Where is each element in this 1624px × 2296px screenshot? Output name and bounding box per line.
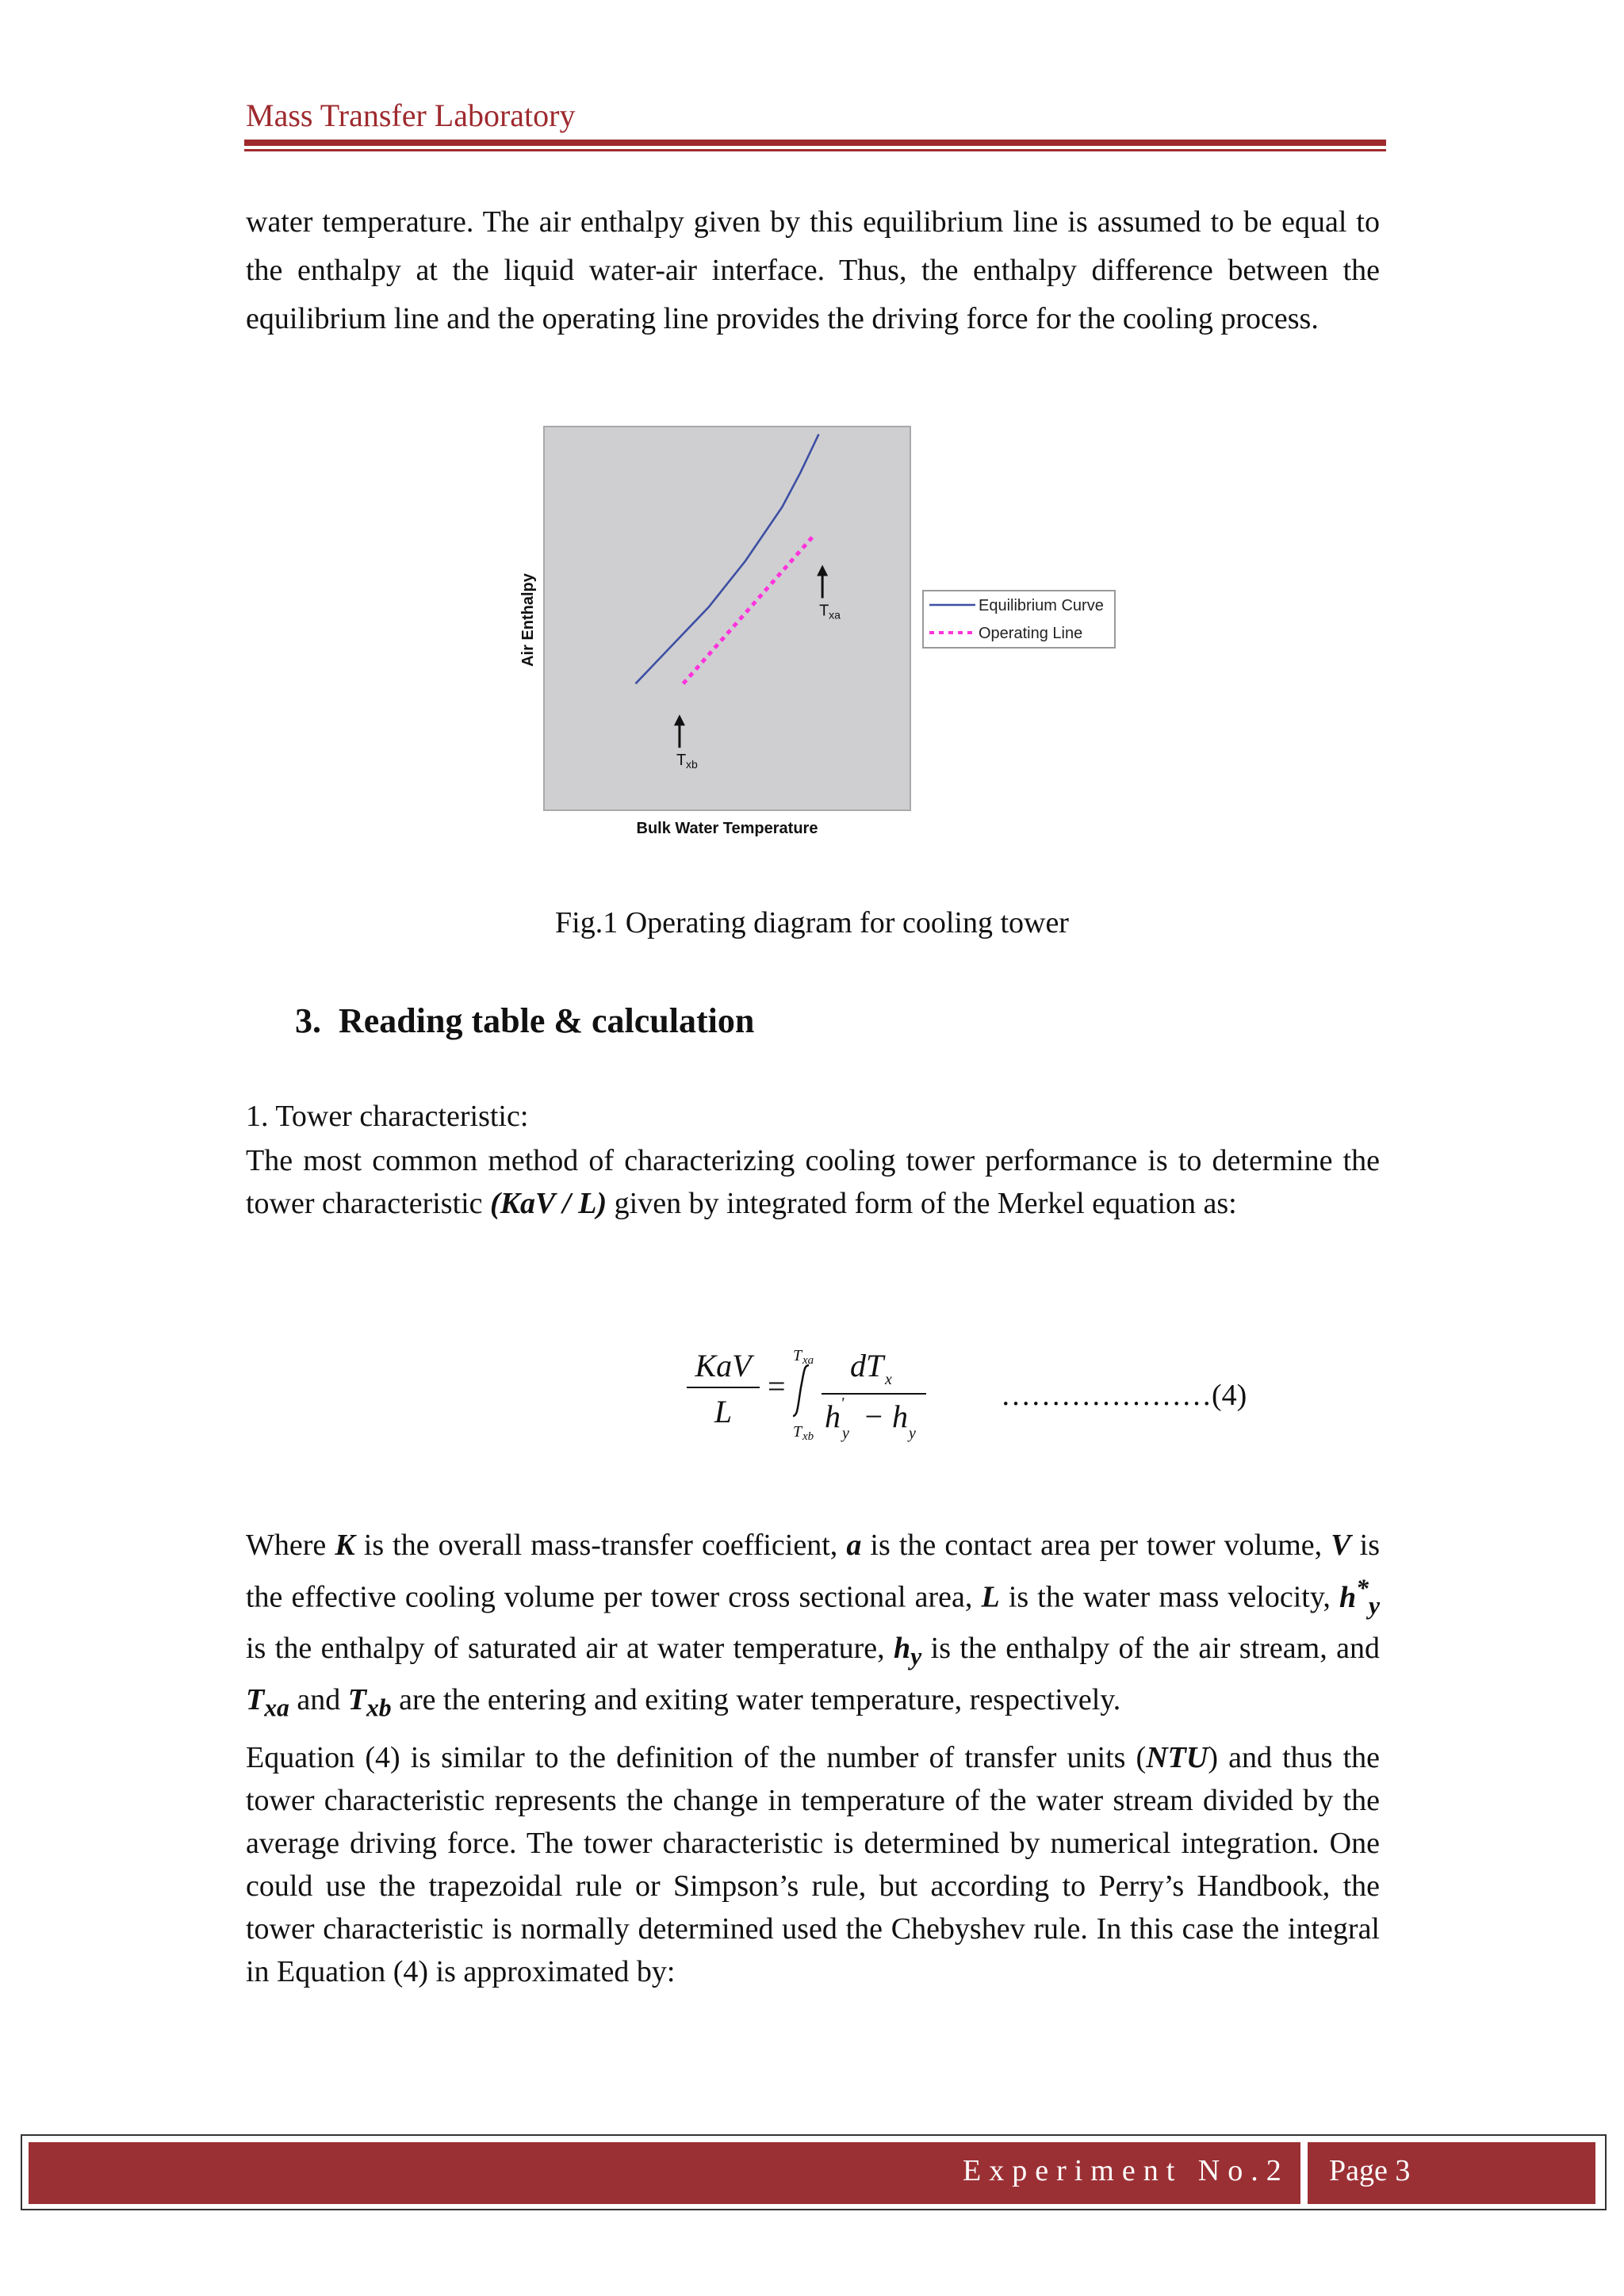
var-hy-sub: y — [910, 1642, 922, 1670]
merkel-equation — [674, 1340, 936, 1451]
eq-lhs-numerator: KaV — [695, 1348, 752, 1383]
where-text-9: are the entering and exiting water temperature, respectively. — [391, 1682, 1121, 1716]
txb-label-sub: xb — [685, 758, 698, 771]
section-heading — [295, 1001, 754, 1041]
var-v: V — [1331, 1529, 1351, 1562]
header-rule — [244, 140, 1386, 146]
where-text-1: Where — [246, 1529, 335, 1562]
where-text-4: is the effective cooling volume per tower cross sectional area, — [246, 1529, 1380, 1614]
characteristic-text-2: given by integrated form of the Merkel equation as: — [607, 1187, 1237, 1220]
eq-rhs-minus-h: − h — [863, 1399, 908, 1434]
y-axis-label: Air Enthalpy — [519, 573, 537, 667]
txa-label-sub: xa — [829, 608, 841, 622]
operating-diagram-chart — [476, 412, 1126, 856]
eq-rhs-h-star-sup: ' — [841, 1395, 845, 1412]
integral-sign — [793, 1365, 809, 1416]
var-h-star: h — [1339, 1580, 1357, 1614]
eq-lower-limit-sub: xb — [802, 1430, 814, 1443]
var-txb: T — [347, 1682, 366, 1716]
var-l: L — [981, 1580, 1000, 1614]
var-txa-sub: xa — [264, 1693, 289, 1722]
eq-rhs-numerator-sub: x — [885, 1371, 892, 1388]
intro-paragraph: water temperature. The air enthalpy given by this equilibrium line is assumed to be equal to the enthalpy at the liquid water-air interface. Thus, the enthalpy difference between the equilibrium line and the operating line provides the driving force for the cooling process. — [246, 205, 1380, 335]
eq-upper-limit: T — [793, 1347, 802, 1364]
header-rule-thin — [244, 149, 1386, 151]
where-text-6: is the enthalpy of saturated air at water temperature, — [246, 1632, 894, 1666]
txa-label: T — [819, 602, 829, 620]
where-text-5: is the water mass velocity, — [999, 1580, 1339, 1614]
running-header: Mass Transfer Laboratory — [246, 98, 576, 133]
equation-number: …………………(4) — [1001, 1379, 1247, 1412]
section-title: Reading table & calculation — [339, 1001, 755, 1040]
eq-upper-limit-sub: xa — [802, 1354, 814, 1367]
chart-legend — [923, 591, 1115, 648]
where-text-8: and — [289, 1682, 348, 1716]
footer-separator — [1300, 2141, 1308, 2206]
var-txa: T — [246, 1682, 265, 1716]
var-k: K — [335, 1529, 355, 1562]
eq-rhs-h-star-sub: y — [842, 1425, 849, 1442]
legend-equilibrium-label: Equilibrium Curve — [979, 597, 1104, 614]
where-text-3: is the contact area per tower volume, — [861, 1529, 1331, 1562]
eq-lower-limit: T — [793, 1423, 802, 1441]
footer-experiment: Experiment No.2 — [963, 2154, 1289, 2187]
eq-lhs-denominator: L — [714, 1394, 733, 1429]
where-text-7: is the enthalpy of the air stream, and — [921, 1632, 1381, 1666]
footer-page-number: Page 3 — [1329, 2154, 1411, 2187]
characteristic-text-1: The most common method of characterizing cooling tower performance is to determine the tower characteristic — [246, 1144, 1380, 1220]
subsection-heading: 1. Tower characteristic: — [246, 1100, 529, 1133]
ntu-text-1: Equation (4) is similar to the definition of the number of transfer units ( — [246, 1741, 1147, 1774]
x-axis-label: Bulk Water Temperature — [636, 820, 818, 837]
var-hy: h — [894, 1632, 911, 1666]
figure-caption: Fig.1 Operating diagram for cooling tower — [555, 906, 1069, 939]
where-paragraph — [246, 1524, 1380, 1729]
eq-rhs-h-sub: y — [909, 1425, 916, 1442]
ntu-paragraph — [246, 1736, 1380, 1993]
legend-operating-label: Operating Line — [979, 625, 1083, 642]
section-number: 3. — [295, 1001, 321, 1040]
kav-l-term: (KaV / L) — [490, 1187, 607, 1220]
ntu-text-2: ) and thus the tower characteristic represents the change in temperature of the water stream divided by the average driving force. The tower characteristic is determined by numerical integration. One could use the trapezoidal rule or Simpson’s rule, but according to Perry’s Handbook, the tower characteristic is normally determined used the Chebyshev rule. In this case the integral in Equation (4) is approximated by: — [246, 1741, 1381, 1988]
eq-rhs-numerator: dT — [850, 1348, 884, 1383]
characteristic-paragraph — [246, 1139, 1380, 1225]
plot-area — [544, 427, 910, 810]
ntu-term: NTU — [1146, 1741, 1208, 1774]
where-text-2: is the overall mass-transfer coefficient, — [354, 1529, 847, 1562]
var-a: a — [846, 1529, 862, 1562]
eq-rhs-h-star: h — [825, 1399, 841, 1434]
var-h-star-sup: * — [1356, 1574, 1369, 1601]
txb-label: T — [676, 752, 687, 770]
var-txb-sub: xb — [366, 1693, 392, 1722]
eq-equals: = — [768, 1368, 786, 1404]
var-h-star-sub: y — [1368, 1591, 1381, 1620]
